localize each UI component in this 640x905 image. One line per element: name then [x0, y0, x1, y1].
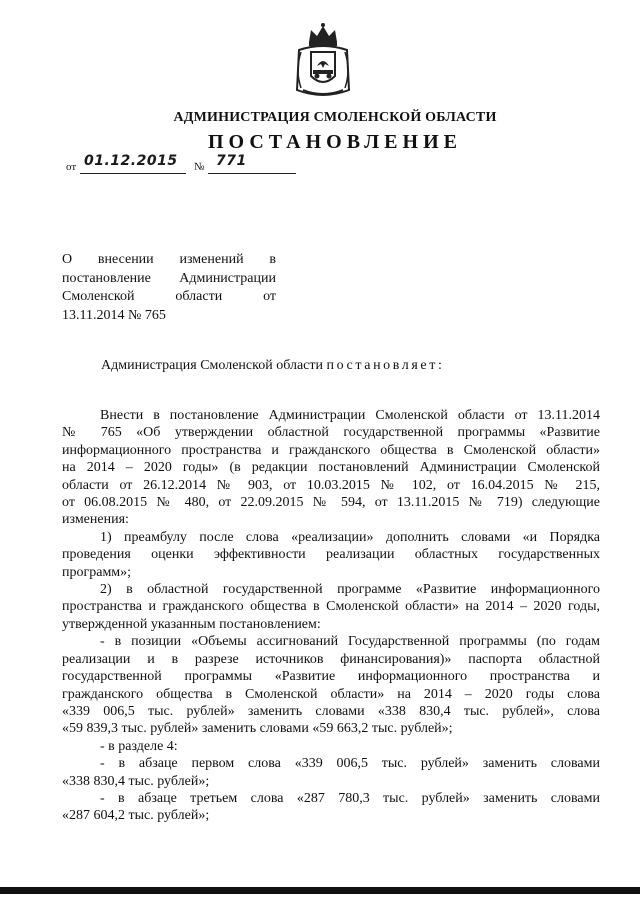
document-type-title: ПОСТАНОВЛЕНИЕ: [208, 131, 462, 153]
body-line: реализации и в разрезе источников финансирования)» паспорта областной: [62, 651, 600, 667]
body-line: программ»;: [62, 564, 132, 580]
body-line: «339 006,5 тыс. рублей» заменить словами «338 830,4 тыс. рублей», слова: [62, 703, 600, 719]
body-line: «338 830,4 тыс. рублей»;: [62, 773, 210, 789]
body-line: - в разделе 4:: [100, 738, 178, 754]
subject-line: постановление Администрации: [62, 270, 276, 286]
body-line: 1) преамбулу после слова «реализации» дополнить словами «и Порядка: [100, 529, 600, 545]
body-line: на 2014 – 2020 годы» (в редакции постановлений Администрации Смоленской: [62, 460, 600, 476]
coat-of-arms-emblem: [291, 20, 355, 100]
date-underline: [80, 173, 186, 174]
number-label: №: [194, 161, 205, 173]
body-line: - в позиции «Объемы ассигнований Государственной программы (по годам: [100, 634, 600, 650]
body-line: государственной программы «Развитие информационного пространства и: [62, 669, 600, 685]
body-line: № 765 «Об утверждении областной государственной программы «Развитие: [62, 425, 600, 441]
handwritten-date: 01.12.2015: [84, 153, 178, 169]
body-line: «287 604,2 тыс. рублей»;: [62, 808, 210, 824]
body-line: - в абзаце третьем слова «287 780,3 тыс. рублей» заменить словами: [100, 790, 600, 806]
handwritten-number: 771: [216, 153, 247, 169]
scan-bottom-border: [0, 887, 640, 894]
organization-name: АДМИНИСТРАЦИЯ СМОЛЕНСКОЙ ОБЛАСТИ: [173, 110, 497, 125]
body-line: области от 26.12.2014 № 903, от 10.03.2015 № 102, от 16.04.2015 № 215,: [62, 477, 600, 493]
preamble: [101, 358, 444, 374]
subject-line: Смоленской области от: [62, 289, 276, 304]
date-number-line: [66, 155, 306, 175]
subject-line: О внесении изменений в: [62, 252, 276, 267]
body-line: Внести в постановление Администрации Смоленской области от 13.11.2014: [100, 408, 600, 423]
document-body: [62, 407, 600, 825]
preamble-text: Администрация Смоленской области: [101, 358, 324, 373]
subject-line: 13.11.2014 № 765: [62, 307, 166, 323]
number-underline: [208, 173, 296, 174]
body-line: «59 839,3 тыс. рублей» заменить словами «59 663,2 тыс. рублей»;: [62, 721, 453, 737]
body-line: изменения:: [62, 512, 129, 528]
body-line: пространства и гражданского общества в Смоленской области» на 2014 – 2020 годы,: [62, 599, 600, 615]
preamble-verb: постановляет:: [326, 358, 445, 373]
body-line: информационного пространства и гражданского общества в Смоленской области»: [62, 442, 600, 458]
body-line: - в абзаце первом слова «339 006,5 тыс. рублей» заменить словами: [100, 756, 600, 772]
body-line: проведения оценки эффективности реализации областных государственных: [62, 547, 600, 563]
body-line: утвержденной указанным постановлением:: [62, 616, 321, 632]
body-line: от 06.08.2015 № 480, от 22.09.2015 № 594, от 13.11.2015 № 719) следующие: [62, 495, 600, 511]
body-line: гражданского общества в Смоленской области» на 2014 – 2020 годы слова: [62, 686, 600, 702]
date-label: от: [66, 161, 77, 173]
body-line: 2) в областной государственной программе «Развитие информационного: [100, 582, 600, 598]
document-subject: [62, 251, 276, 325]
